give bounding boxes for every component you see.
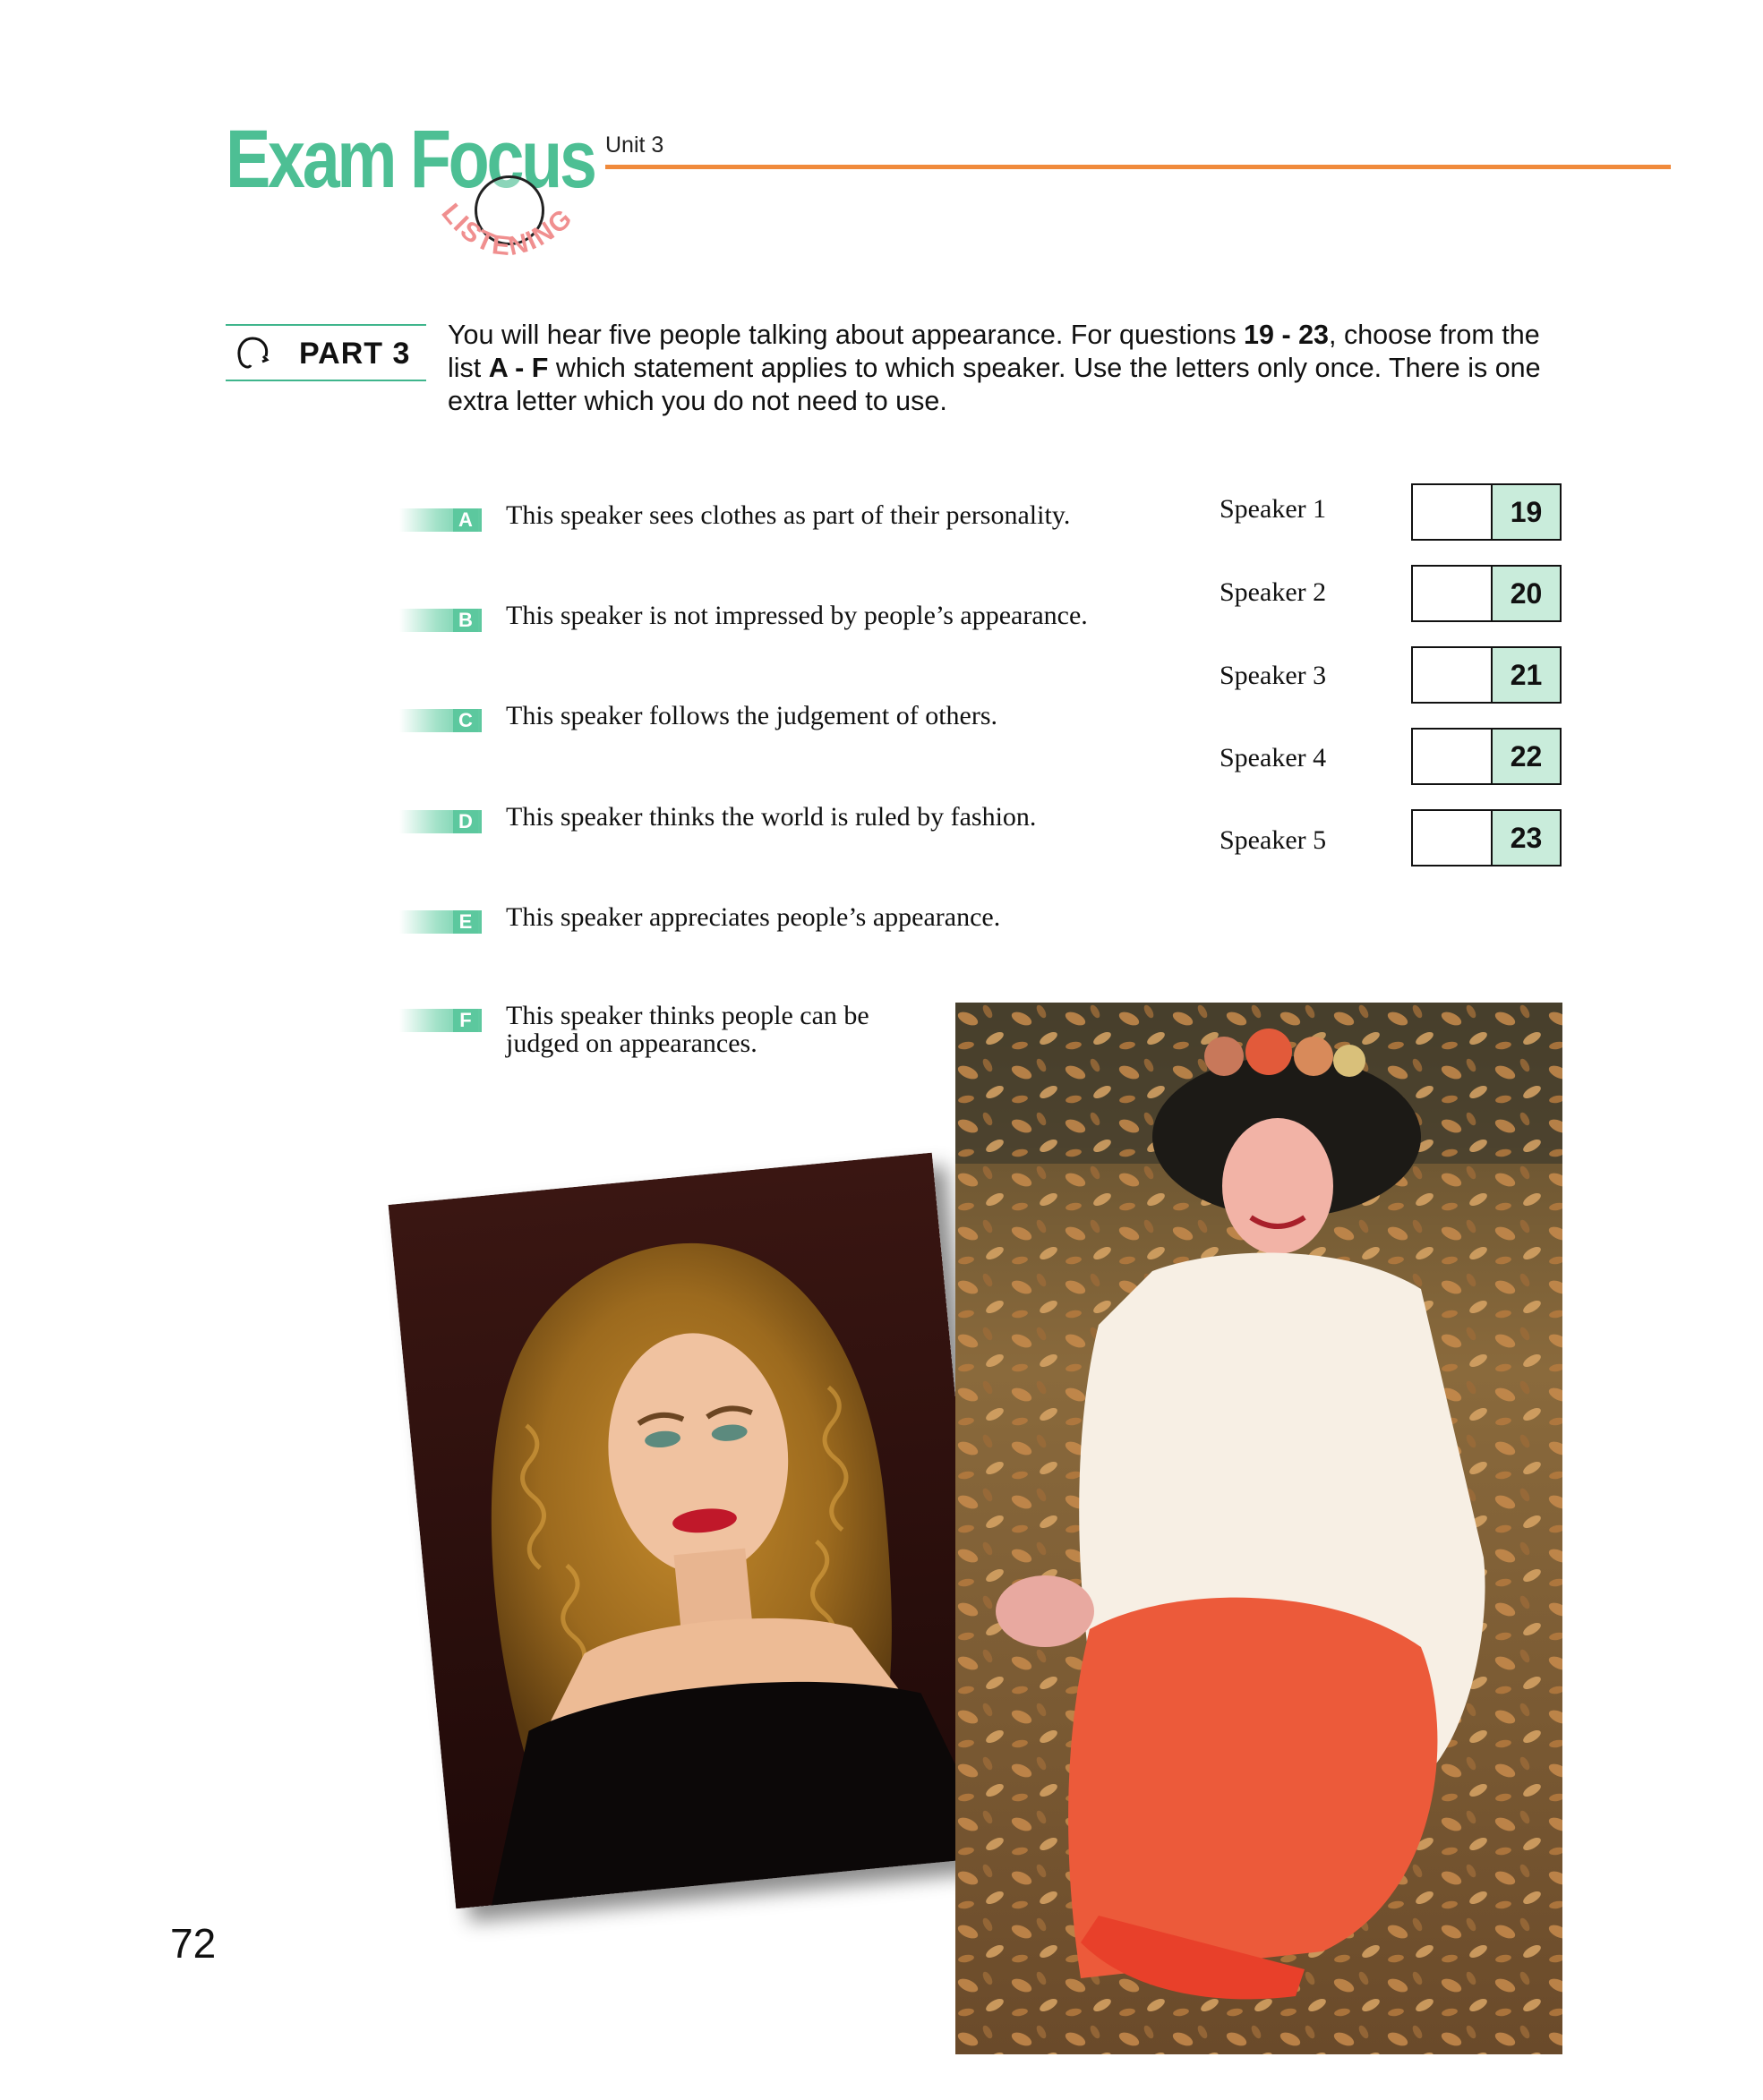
- speaker-label: Speaker 4: [1220, 743, 1327, 773]
- statement-letter: F: [453, 1009, 478, 1032]
- statement-letter-badge: [399, 910, 482, 934]
- statement-letter: A: [453, 508, 478, 532]
- statement-letter-badge: [399, 508, 482, 532]
- question-number: 22: [1493, 730, 1560, 783]
- answer-input[interactable]: [1413, 567, 1493, 620]
- answer-input[interactable]: [1413, 730, 1493, 783]
- answer-box: [1411, 728, 1562, 785]
- instructions-text-2: , choose from the list: [448, 320, 1540, 383]
- svg-text:LISTENING: [435, 199, 578, 262]
- question-number: 20: [1493, 567, 1560, 620]
- headphones-icon: [233, 333, 272, 372]
- speaker-label: Speaker 3: [1220, 661, 1327, 690]
- statement-text: This speaker follows the judgement of others.: [506, 701, 998, 730]
- statement-d: [399, 798, 1169, 869]
- statement-letter-badge: [399, 810, 482, 833]
- speaker-label: Speaker 2: [1220, 577, 1327, 607]
- statement-letter-badge: [399, 609, 482, 632]
- answer-box: [1411, 646, 1562, 704]
- instructions-question-range: 19 - 23: [1244, 320, 1330, 350]
- statement-text: This speaker sees clothes as part of their personality.: [506, 500, 1071, 530]
- statement-c: [399, 696, 1169, 768]
- answer-box: [1411, 565, 1562, 622]
- part-badge: [226, 324, 426, 381]
- instructions-text-3: which statement applies to which speaker. Use the letters only once. There is one extra letter which you do not need to use.: [448, 353, 1541, 416]
- speaker-label: Speaker 5: [1220, 825, 1327, 855]
- statement-text: This speaker thinks the world is ruled by fashion.: [506, 802, 1037, 832]
- photo-woman-in-hat: [955, 1003, 1562, 2054]
- page-number: 72: [170, 1920, 217, 1967]
- statement-b: [399, 596, 1169, 668]
- logo-subtitle: LISTENING: [435, 198, 579, 262]
- question-number: 23: [1493, 811, 1560, 865]
- statement-letter: E: [453, 910, 478, 934]
- answer-input[interactable]: [1413, 648, 1493, 702]
- unit-label: Unit 3: [605, 132, 664, 158]
- header-rule: [605, 165, 1671, 169]
- part-label: PART 3: [299, 337, 411, 371]
- instructions-letter-range: A - F: [488, 353, 549, 383]
- statement-letter: D: [453, 810, 478, 833]
- answer-box: [1411, 809, 1562, 866]
- photo-curly-hair-woman: [389, 1153, 1000, 1909]
- instructions: [448, 319, 1567, 418]
- statement-text: This speaker appreciates people’s appearance.: [506, 902, 1001, 932]
- speaker-label: Speaker 1: [1220, 494, 1327, 524]
- question-number: 21: [1493, 648, 1560, 702]
- statement-letter-badge: [399, 1009, 482, 1032]
- logo-title: Exam Focus: [226, 114, 595, 205]
- answer-input[interactable]: [1413, 485, 1493, 539]
- statement-letter: C: [453, 709, 478, 732]
- photo-woman-in-hat-image: [955, 1003, 1562, 2054]
- statement-text: This speaker is not impressed by people’s appearance.: [506, 601, 1088, 630]
- listening-arc-label: [421, 188, 600, 286]
- statement-a: [399, 496, 1169, 568]
- question-number: 19: [1493, 485, 1560, 539]
- statement-letter: B: [453, 609, 478, 632]
- statement-text: This speaker thinks people can be judged on appearances.: [506, 1001, 869, 1058]
- statement-letter-badge: [399, 709, 482, 732]
- photo-curly-hair-woman-image: [389, 1153, 1000, 1909]
- instructions-text-1: You will hear five people talking about appearance. For questions: [448, 320, 1245, 350]
- statement-e: [399, 898, 1169, 969]
- answer-input[interactable]: [1413, 811, 1493, 865]
- answer-box: [1411, 483, 1562, 541]
